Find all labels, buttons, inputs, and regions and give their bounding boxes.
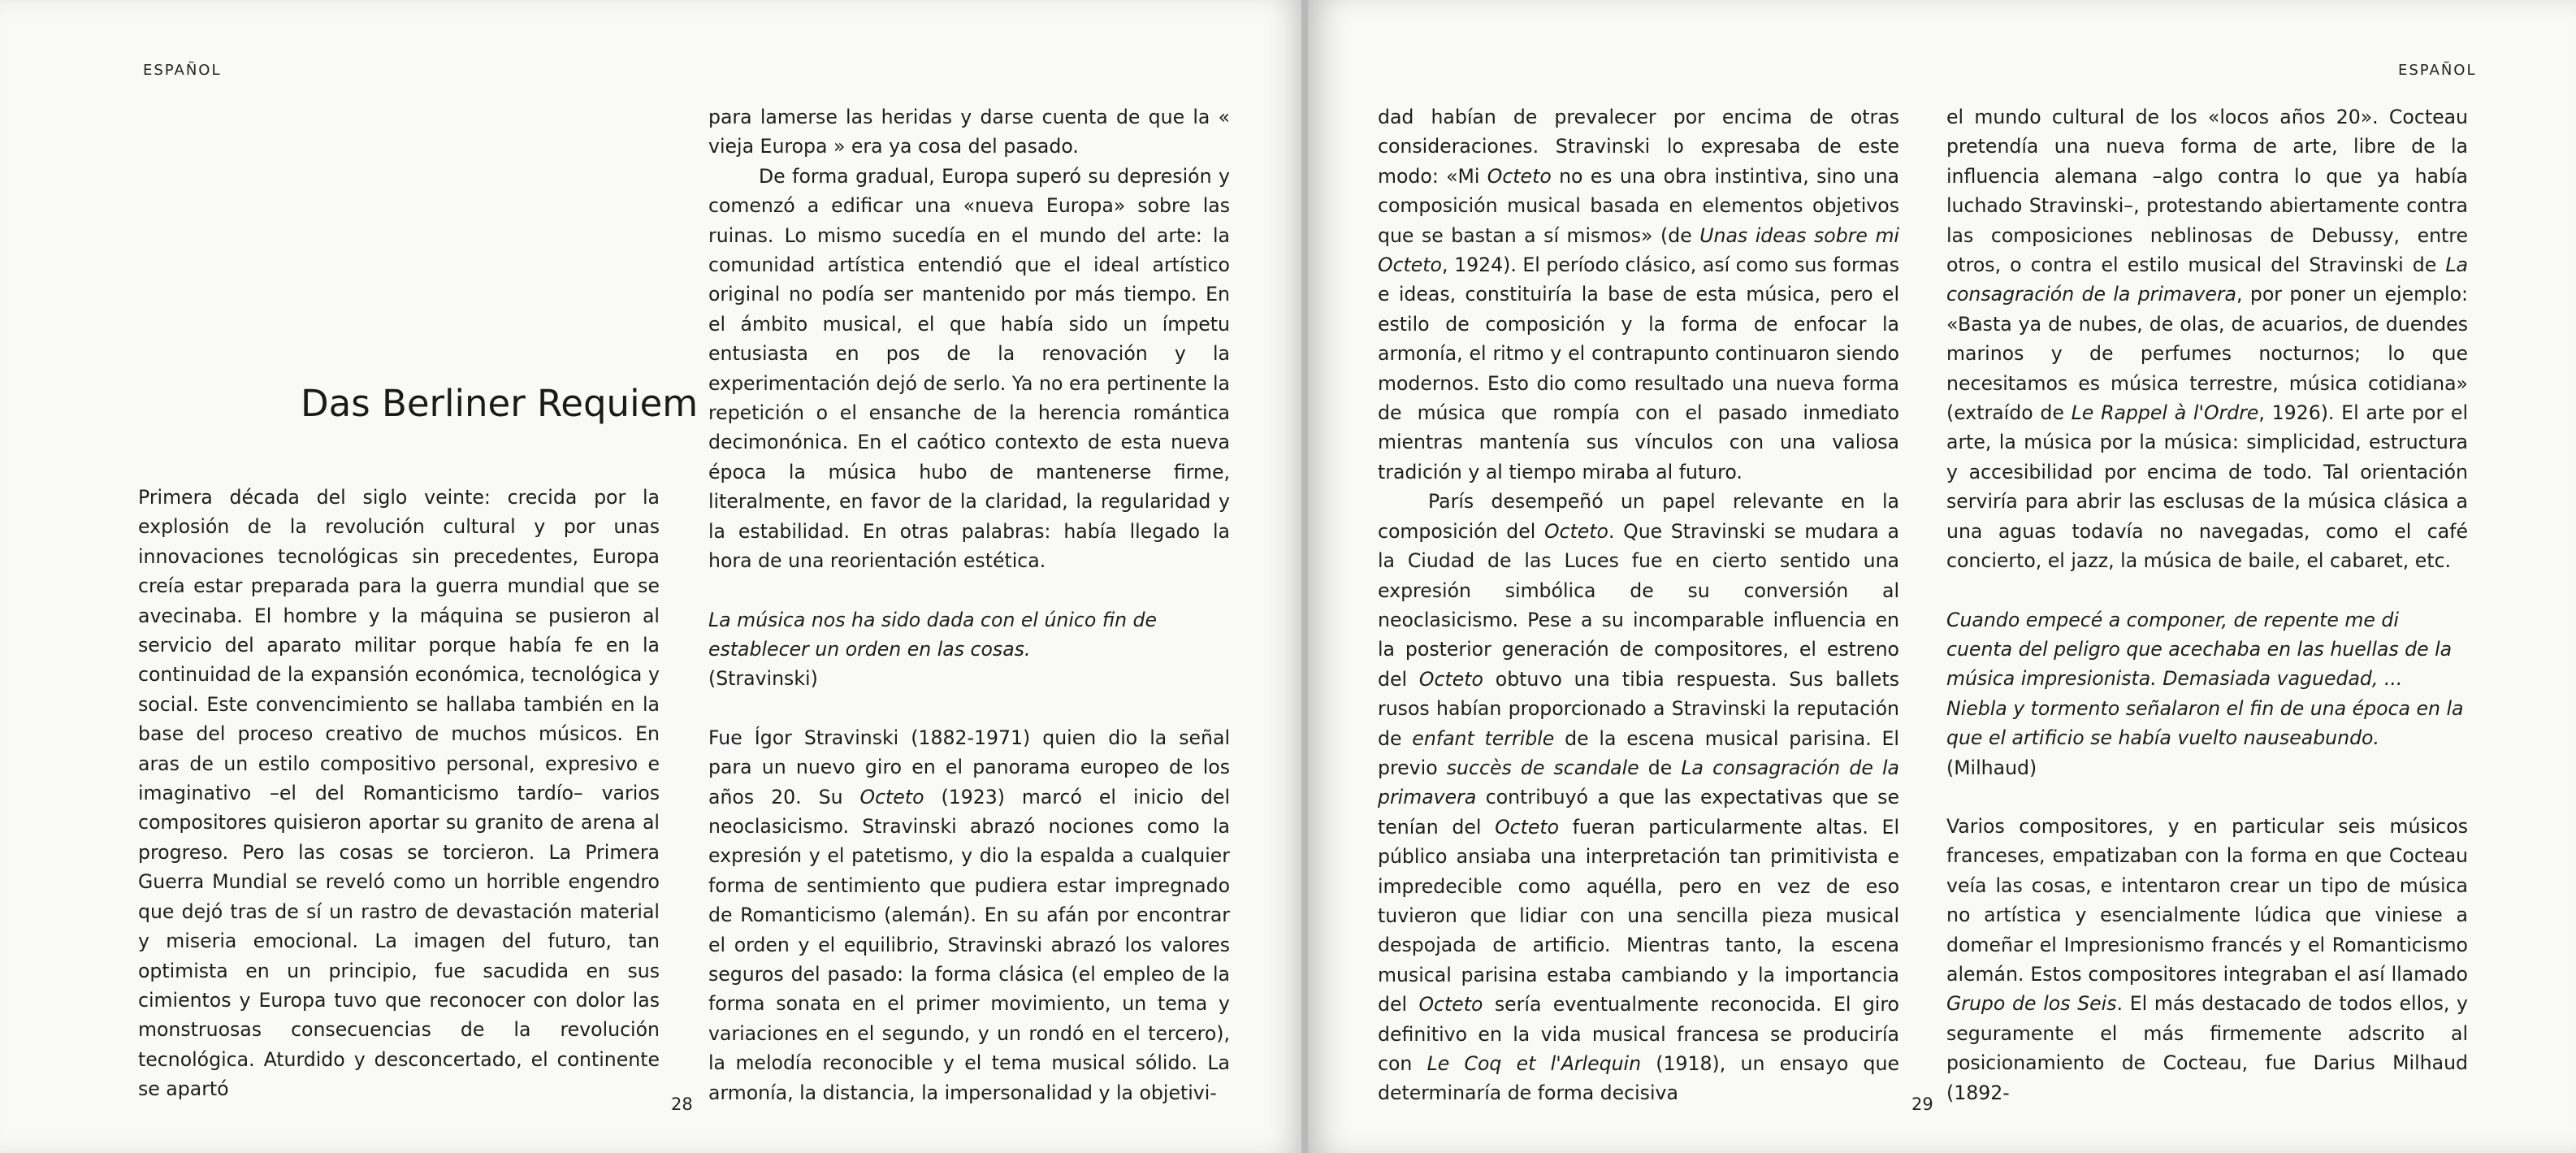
- paragraph: De forma gradual, Europa superó su depresión y comenzó a edificar una «nueva Europa» sobre las ruinas. Lo mismo sucedía en el mundo del arte: la comunidad artística entendió que el ideal artístico original no podía ser mantenido por más tiempo. En el ámbito musical, el que había sido un ímpetu entusiasta en pos de la renovación y la experimentación dejó de serlo. Ya no era pertinente la repetición o el ensanche de la herencia romántica decimonónica. En el caótico contexto de esta nueva época la música hubo de mantenerse firme, literalmente, en favor de la claridad, la regularidad y la estabilidad. En otras palabras: había llegado la hora de una reorientación estética.: [708, 164, 1230, 573]
- epigraph-quote: Cuando empecé a componer, de repente me di cuenta del peligro que acechaba en las huellas de la música impresionista. Demasiada vaguedad, ... Niebla y tormento señalaron el fin de una época en la que el artificio se había vuelto nauseabundo.: [1946, 608, 2464, 750]
- epigraph-quote: La música nos ha sido dada con el único fin de establecer un orden en las cosas.: [708, 608, 1158, 661]
- paragraph: el mundo cultural de los «locos años 20». Cocteau pretendía una nueva forma de arte, libre de la influencia alemana –algo contra lo que ya había luchado Stravinski–, protestando abiertamente contra las composiciones neblinosas de Debussy, entre otros, o contra el estilo musical del Stravinski de La consagración de la primavera, por poner un ejemplo: «Basta ya de nubes, de olas, de acuarios, de duendes marinos y de perfumes nocturnos; lo que necesitamos es música terrestre, música cotidiana» (extraído de Le Rappel à l'Ordre, 1926). El arte por el arte, la música por la música: simplicidad, estructura y accesibilidad por encima de todo. Tal orientación serviría para abrir las esclusas de la música clásica a una aguas todavía no navegadas, como el café concierto, el jazz, la música de baile, el cabaret, etc.: [1946, 106, 2469, 573]
- right-page-column-2: [1946, 102, 2468, 1107]
- page-number: 28: [671, 1094, 693, 1114]
- quote-attribution: (Stravinski): [708, 667, 818, 691]
- paragraph: dad habían de prevalecer por encima de otras consideraciones. Stravinski lo expresaba de este modo: «Mi Octeto no es una obra instintiva, sino una composición musical basada en elementos objetivos que se bastan a sí mismos» (de Unas ideas sobre mi Octeto, 1924). El período clásico, así como sus formas e ideas, constituiría la base de esta música, pero el estilo de composición y la forma de enfocar la armonía, el ritmo y el contrapunto continuaron siendo modernos. Esto dio como resultado una nueva forma de música que rompía con el pasado inmediato mientras mantenía sus vínculos con una valiosa tradición y al tiempo miraba al futuro.: [1378, 106, 1899, 483]
- section-title: Das Berliner Requiem: [301, 382, 699, 425]
- right-page-header: ESPAÑOL: [2398, 62, 2477, 79]
- left-page-header: ESPAÑOL: [143, 62, 222, 79]
- right-page: [1308, 0, 2576, 1153]
- left-page-column-2: [708, 102, 1230, 1107]
- quote-attribution: (Milhaud): [1946, 756, 2037, 779]
- left-page-column-1: [138, 483, 660, 1104]
- paragraph: Fue Ígor Stravinski (1882-1971) quien dio la señal para un nuevo giro en el panorama europeo de los años 20. Su Octeto (1923) marcó el inicio del neoclasicismo. Stravinski abrazó nociones como la expresión y el patetismo, y dio la espalda a cualquier forma de sentimiento que pudiera estar impregnado de Romanticismo (alemán). En su afán por encontrar el orden y el equilibrio, Stravinski abrazó los valores seguros del pasado: la forma clásica (el empleo de la forma sonata en el primer movimiento, un tema y variaciones en el segundo, y un rondó en el tercero), la melodía reconocible y el tema musical sólido. La armonía, la distancia, la impersonalidad y la objetivi-: [708, 726, 1230, 1104]
- paragraph: Primera década del siglo veinte: crecida por la explosión de la revolución cultural y por unas innovaciones tecnológicas sin precedentes, Europa creía estar preparada para la guerra mundial que se avecinaba. El hombre y la máquina se pusieron al servicio del aparato militar porque había fe en la continuidad de la expansión económica, tecnológica y social. Este convencimiento se hallaba también en la base del proceso creativo de muchos músicos. En aras de un estilo compositivo personal, expresivo e imaginativo –el del Romanticismo tardío– varios compositores quisieron aportar su granito de arena al progreso. Pero las cosas se torcieron. La Primera Guerra Mundial se reveló como un horrible engendro que dejó tras de sí un rastro de devastación material y miseria emocional. La imagen del futuro, tan optimista en un principio, fue sacudida en sus cimientos y Europa tuvo que reconocer con dolor las monstruosas consecuencias de la revolución tecnológica. Aturdido y desconcertado, el continente se apartó: [138, 486, 660, 1101]
- page-number: 29: [1911, 1094, 1933, 1114]
- paragraph: para lamerse las heridas y darse cuenta de que la « vieja Europa » era ya cosa del pasado.: [708, 106, 1230, 158]
- paragraph: París desempeñó un papel relevante en la composición del Octeto. Que Stravinski se mudara a la Ciudad de las Luces fue en cierto sentido una expresión simbólica de su conversión al neoclasicismo. Pese a su incomparable influencia en la posterior generación de compositores, el estreno del Octeto obtuvo una tibia respuesta. Sus ballets rusos habían proporcionado a Stravinski la reputación de enfant terrible de la escena musical parisina. El previo succès de scandale de La consagración de la primavera contribuyó a que las expectativas que se tenían del Octeto fueran particularmente altas. El público ansiaba una interpretación tan primitivista e impredecible como aquélla, pero en vez de eso tuvieron que lidiar con una sencilla pieza musical despojada de artificio. Mientras tanto, la escena musical parisina estaba cambiando y la importancia del Octeto sería eventualmente reconocida. El giro definitivo en la vida musical francesa se produciría con Le Coq et l'Arlequin (1918), un ensayo que determinaría de forma decisiva: [1378, 490, 1900, 1105]
- right-page-column-1: [1378, 102, 1899, 1108]
- paragraph: Varios compositores, y en particular seis músicos franceses, empatizaban con la forma en que Cocteau veía las cosas, e intentaron crear un tipo de música no artística y esencialmente lúdica que viniese a domeñar el Impresionismo francés y el Romanticismo alemán. Estos compositores integraban el así llamado Grupo de los Seis. El más destacado de todos ellos, y seguramente el más firmemente adscrito al posicionamiento de Cocteau, fue Darius Milhaud (1892-: [1946, 814, 2469, 1104]
